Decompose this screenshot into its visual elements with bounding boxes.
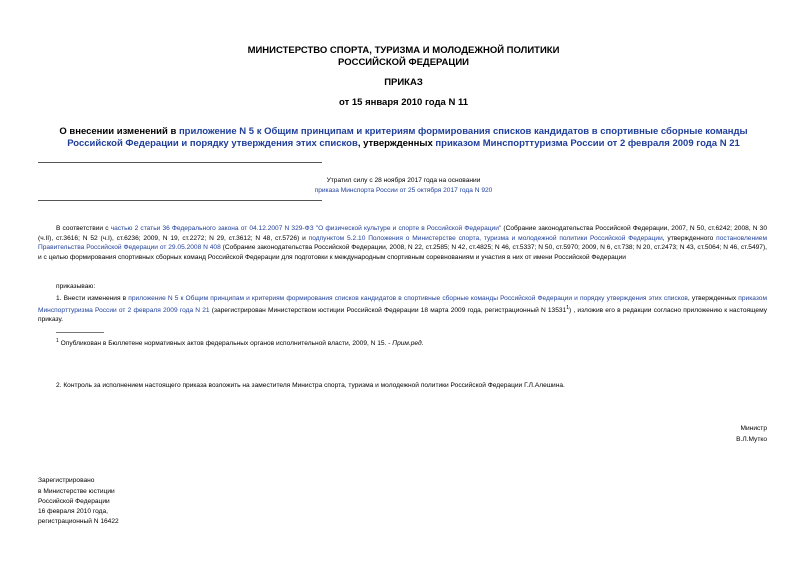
annulment-link[interactable]: приказа Минспорта России от 25 октября 2017 года N 920 <box>314 187 493 194</box>
ministry-line-1: МИНИСТЕРСТВО СПОРТА, ТУРИЗМА И МОЛОДЕЖНОЙ ПОЛИТИКИ <box>247 45 560 56</box>
registration-line-1: Зарегистрировано <box>38 477 95 484</box>
registration-line-2: в Министерстве юстиции <box>38 488 115 495</box>
item-1-link-order[interactable]: приказом Минспорттуризма России от 2 февраля 2009 года N 21 <box>38 295 767 314</box>
ministry-line-2: РОССИЙСКОЙ ФЕДЕРАЦИИ <box>337 57 469 68</box>
title-text-1: О внесении изменений в <box>59 126 179 137</box>
footnote-text: Опубликован в Бюллетене нормативных актов федеральных органов исполнительной власти, 2009, N 15. - <box>58 340 393 348</box>
annulment-note: Утратил силу с 28 ноября 2017 года на основании <box>326 177 481 184</box>
preamble-link-resolution[interactable]: постановлением Правительства Российской Федерации от 29.05.2008 N 408 <box>38 234 768 251</box>
item-2-paragraph: 2. Контроль за исполнением настоящего приказа возложить на заместителя Министра спорта, туризма и молодежной политики Российской Федерации Г.Л.Алешина. <box>56 382 565 389</box>
footnote-editor-note: Прим.ред. <box>392 340 424 348</box>
signature-name: В.Л.Мутко <box>736 436 767 443</box>
signature-position: Министр <box>740 425 767 432</box>
document-date: от 15 января 2010 года N 11 <box>339 97 468 108</box>
footnote-divider <box>56 332 104 333</box>
preamble-paragraph <box>38 224 767 262</box>
preamble-text-2: (Собрание законодательства Российской Федерации, 2007, N 50, ст.6242; 2008, N 30 (ч.II), ст.3616; N 52 (ч.I), ст.6236; 2009, N 19, ст.2272; N 29, ст.3612; N 48, ст.5726) и <box>38 225 768 242</box>
preamble-text-1: В соответствии с <box>56 225 111 232</box>
footnote-mark: 1 <box>56 338 59 344</box>
divider-top <box>38 162 322 163</box>
preamble-link-subclause[interactable]: подпунктом 5.2.10 Положения о Министерстве спорта, туризма и молодежной политики Российской Федерации <box>308 234 663 242</box>
registration-line-4: 16 февраля 2010 года, <box>38 508 108 515</box>
divider-bottom <box>38 200 322 201</box>
item-1-text-4: ) , изложив его в редакции согласно приложению к настоящему приказу. <box>38 306 768 324</box>
document-title <box>40 126 767 150</box>
item-1-text-2: , утвержденных <box>687 295 739 302</box>
footnote <box>56 337 767 349</box>
title-link-appendix[interactable]: приложение N 5 к Общим принципам и критериям формирования списков кандидатов в спортивные сборные команды Российской Федерации и порядку утверждения этих списков <box>67 126 748 149</box>
footnote-reference[interactable]: 1 <box>566 304 569 311</box>
item-1-paragraph <box>38 294 767 325</box>
item-1-link-appendix[interactable]: приложение N 5 к Общим принципам и критериям формирования списков кандидатов в спортивные сборные команды Российской Федерации и порядку утверждения этих списков <box>128 295 688 302</box>
registration-line-5: регистрационный N 16422 <box>38 518 119 525</box>
item-1-text-3: (зарегистрирован Министерством юстиции Российской Федерации 18 марта 2009 года, регистрационный N 13531 <box>209 306 567 314</box>
registration-line-3: Российской Федерации <box>38 498 110 505</box>
preamble-link-law[interactable]: частью 2 статьи 36 Федерального закона от 04.12.2007 N 329-ФЗ "О физической культуре и спорте в Российской Федерации" <box>110 225 502 232</box>
preamble-text-3: , утвержденного <box>662 234 717 242</box>
order-word: приказываю: <box>56 283 96 290</box>
document-type: ПРИКАЗ <box>384 77 423 88</box>
item-1-text-1: 1. Внести изменения в <box>56 295 129 302</box>
title-text-2: , утвержденных <box>357 138 436 149</box>
title-link-order[interactable]: приказом Минспорттуризма России от 2 февраля 2009 года N 21 <box>435 138 740 149</box>
annulment-link-wrap <box>0 186 807 195</box>
preamble-text-4: (Собрание законодательства Российской Федерации, 2008, N 22, ст.2585; N 42, ст.4825; N 46, ст.5337; N 50, ст.5970; 2009, N 6, ст.738; N 20, ст.2473; N 43, ст.5064; N 46, ст.5497), и с целью формирования спортивных сборных команд Российской Федерации для подготовки к международным спортивным соревнованиям и участия в них от имени Российской Федерации <box>38 244 767 261</box>
